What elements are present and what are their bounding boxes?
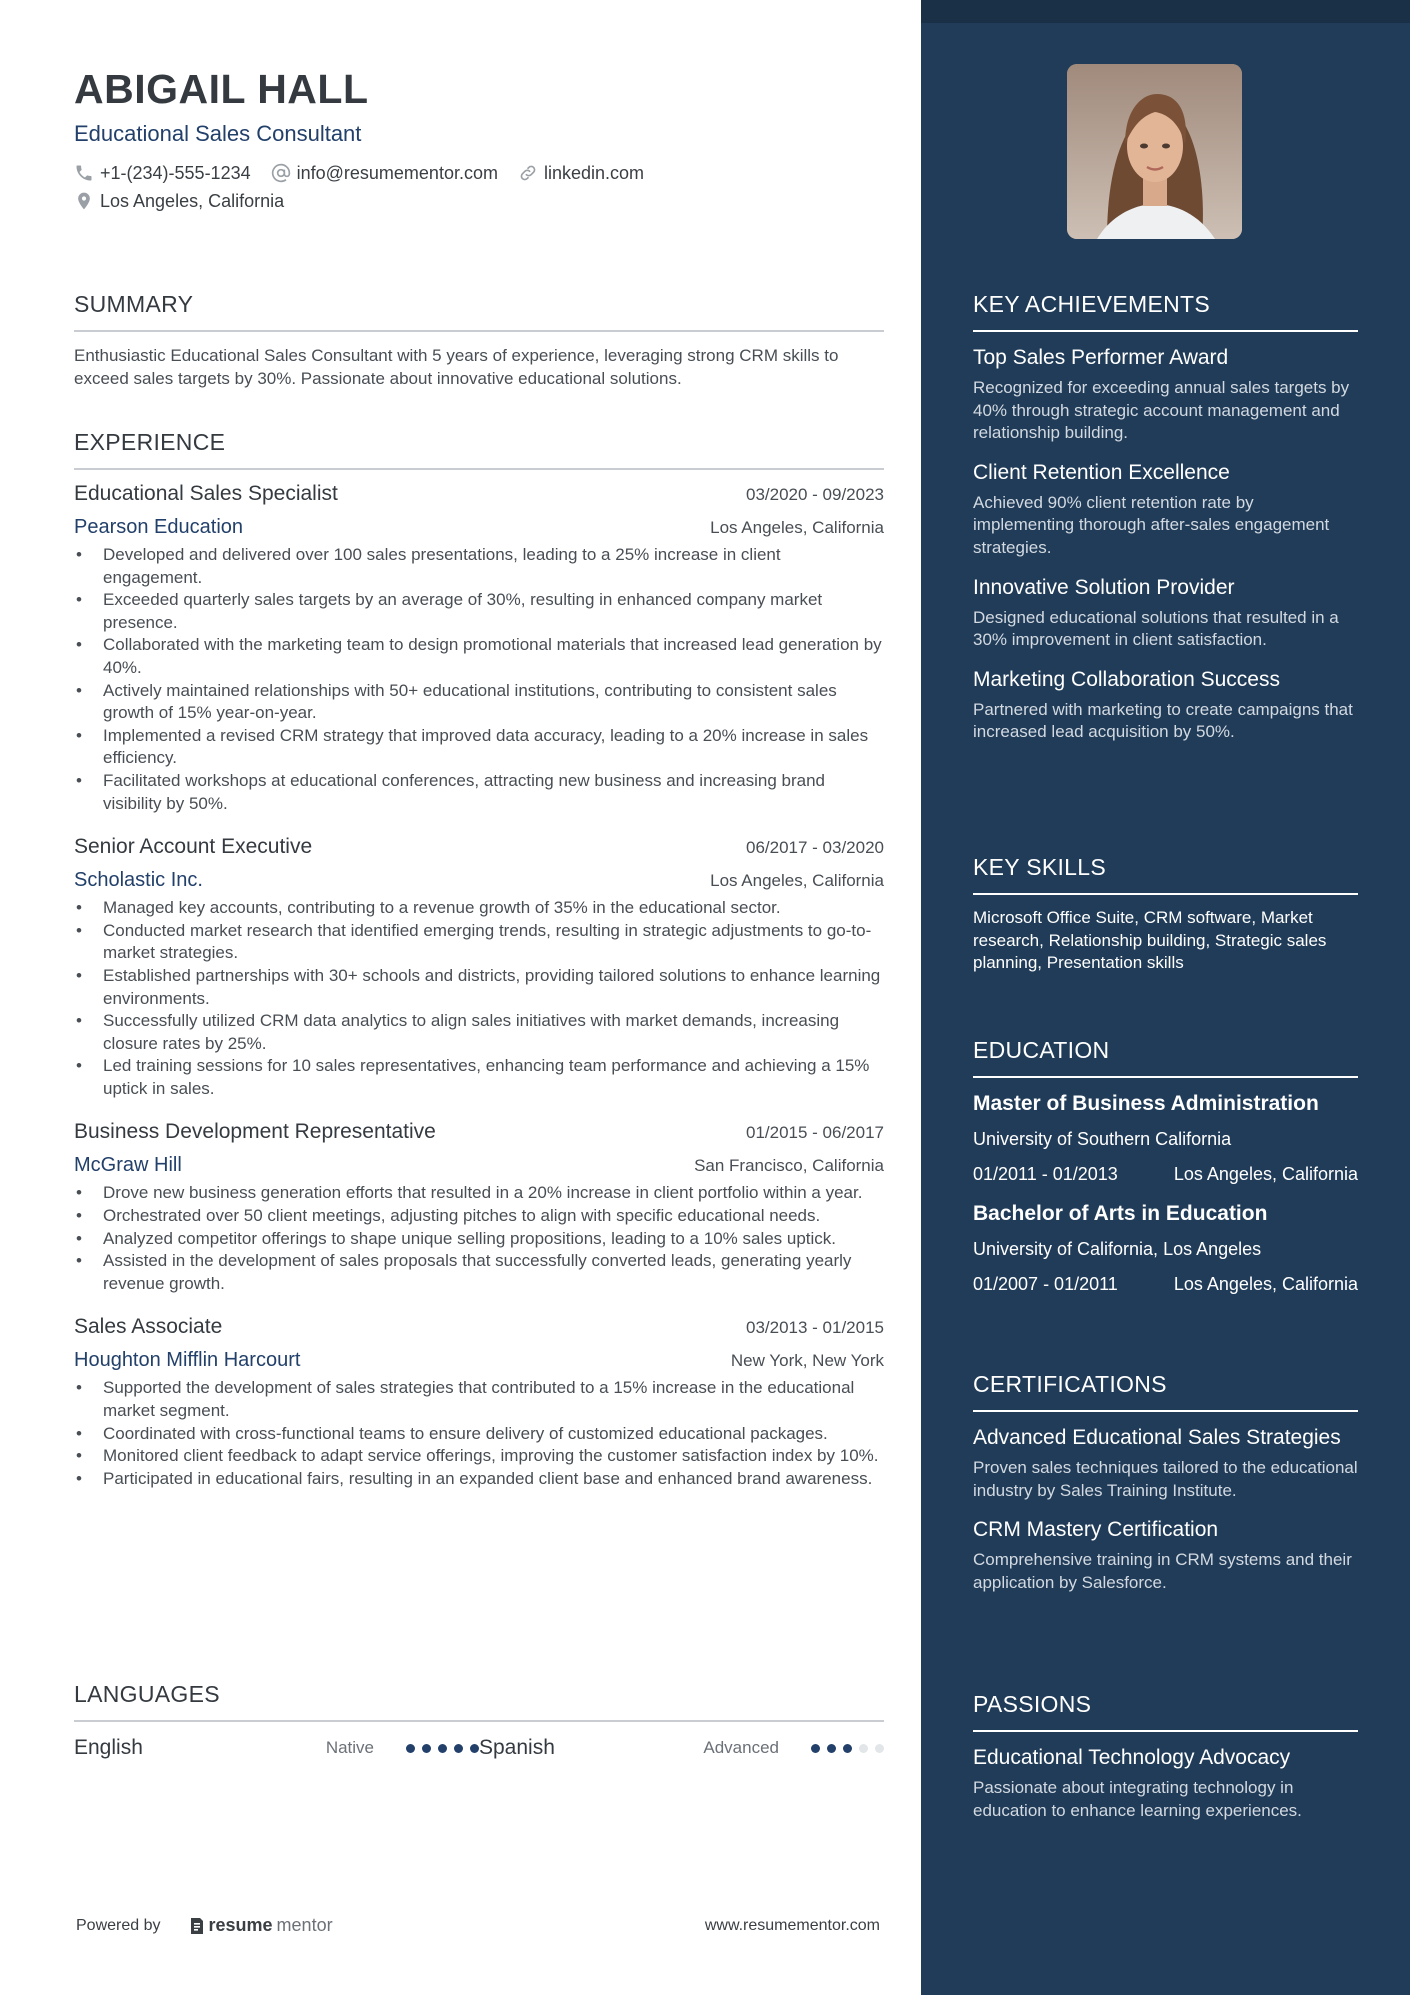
location-pin-icon — [74, 191, 94, 211]
profile-photo — [1067, 64, 1242, 239]
job-company: McGraw Hill — [74, 1154, 182, 1177]
certifications-title: CERTIFICATIONS — [973, 1370, 1358, 1412]
powered-by-label: Powered by — [76, 1916, 161, 1934]
job-bullet: • Developed and delivered over 100 sales presentations, leading to a 25% increase in client engagement. — [74, 544, 884, 589]
education-location: Los Angeles, California — [1173, 1274, 1358, 1294]
rating-dot — [827, 1744, 836, 1753]
skills-text: Microsoft Office Suite, CRM software, Market research, Relationship building, Strategic sales planning, Presentation skills — [973, 908, 1327, 973]
skills-section — [973, 853, 1358, 975]
achievements-item-title: Top Sales Performer Award — [973, 346, 1229, 369]
certifications-item — [973, 1424, 1358, 1502]
languages-title: LANGUAGES — [74, 1680, 884, 1722]
job-location: Los Angeles, California — [710, 871, 884, 891]
job-location: New York, New York — [730, 1351, 884, 1371]
job-header — [74, 1313, 884, 1341]
achievements-item — [973, 344, 1358, 445]
education-title: EDUCATION — [973, 1036, 1358, 1078]
job-title: Sales Associate — [74, 1315, 223, 1339]
summary-text: Enthusiastic Educational Sales Consultant with 5 years of experience, leveraging strong CRM skills to exceed sales targets by 30%. Passionate about innovative educational solutions. — [74, 346, 839, 388]
job-subheader — [74, 1347, 884, 1373]
job-bullet: • Analyzed competitor offerings to shape unique selling propositions, leading to a 10% sales uptick. — [74, 1228, 884, 1251]
job-bullet: • Drove new business generation efforts that resulted in a 20% increase in client portfolio within a year. — [74, 1182, 884, 1205]
education-degree: Bachelor of Arts in Education — [973, 1202, 1268, 1225]
language-rating — [406, 1744, 479, 1753]
job-bullet: • Participated in educational fairs, resulting in an expanded client base and enhanced brand awareness. — [74, 1468, 884, 1491]
rating-dot — [406, 1744, 415, 1753]
job-bullet: • Assisted in the development of sales proposals that successfully converted leads, generating yearly revenue growth. — [74, 1250, 884, 1295]
rating-dot — [422, 1744, 431, 1753]
certifications-item-text: Comprehensive training in CRM systems and their application by Salesforce. — [973, 1550, 1352, 1592]
sidebar-top-bar — [921, 0, 1410, 23]
job-dates: 03/2013 - 01/2015 — [745, 1318, 884, 1338]
experience-title: EXPERIENCE — [74, 428, 884, 470]
link-icon — [518, 163, 538, 183]
achievements-item-title: Marketing Collaboration Success — [973, 667, 1280, 691]
job-subheader — [74, 1152, 884, 1178]
language-item — [74, 1736, 479, 1760]
resumementor-logo-icon — [189, 1917, 205, 1935]
rating-dot — [811, 1744, 820, 1753]
candidate-role: Educational Sales Consultant — [74, 121, 362, 146]
job-bullets — [74, 1377, 884, 1490]
achievements-item-text: Recognized for exceeding annual sales targets by 40% through strategic account management and relationship building. — [973, 378, 1350, 443]
certification-list — [973, 1424, 1358, 1594]
job-entry — [74, 1313, 884, 1490]
education-meta — [973, 1162, 1358, 1186]
rating-dot — [859, 1744, 868, 1753]
footer — [76, 1915, 880, 1936]
achievements-title: KEY ACHIEVEMENTS — [973, 290, 1358, 332]
job-bullet: • Supported the development of sales strategies that contributed to a 15% increase in the educational market segment. — [74, 1377, 884, 1422]
language-list — [74, 1736, 884, 1760]
job-bullet: • Orchestrated over 50 client meetings, adjusting pitches to align with specific educational needs. — [74, 1205, 884, 1228]
job-header — [74, 1118, 884, 1146]
job-bullet: • Implemented a revised CRM strategy that improved data accuracy, leading to a 20% increase in sales efficiency. — [74, 725, 884, 770]
contact-list — [74, 162, 774, 212]
contact-location — [74, 190, 284, 212]
education-dates: 01/2011 - 01/2013 — [973, 1164, 1118, 1184]
language-name: English — [74, 1736, 143, 1759]
contact-email[interactable] — [271, 162, 498, 184]
certifications-section — [973, 1370, 1358, 1594]
brand-bold: resume — [208, 1915, 273, 1935]
job-bullet: • Conducted market research that identified emerging trends, resulting in strategic adjustments to go-to-market strategies. — [74, 920, 884, 965]
language-level: Advanced — [703, 1738, 779, 1757]
job-title: Business Development Representative — [74, 1120, 436, 1144]
job-header — [74, 480, 884, 508]
footer-website[interactable]: www.resumementor.com — [704, 1916, 880, 1934]
summary-title: SUMMARY — [74, 290, 884, 332]
education-dates: 01/2007 - 01/2011 — [973, 1274, 1118, 1294]
education-item — [973, 1200, 1358, 1296]
job-location: Los Angeles, California — [710, 518, 884, 537]
rating-dot — [843, 1744, 852, 1753]
achievements-item-text: Designed educational solutions that resulted in a 30% improvement in client satisfaction. — [973, 607, 1339, 650]
job-bullet: • Established partnerships with 30+ schools and districts, providing tailored solutions to enhance learning environments. — [74, 965, 884, 1010]
rating-dot — [875, 1744, 884, 1753]
passions-item-title: Educational Technology Advocacy — [973, 1746, 1291, 1769]
job-dates: 06/2017 - 03/2020 — [745, 838, 884, 858]
brand-light: mentor — [276, 1915, 333, 1935]
contact-phone — [74, 162, 251, 184]
summary-section — [74, 290, 884, 390]
education-item — [973, 1090, 1358, 1186]
skills-title: KEY SKILLS — [973, 853, 1358, 895]
candidate-name: ABIGAIL HALL — [74, 66, 369, 112]
passions-item-text: Passionate about integrating technology in education to enhance learning experiences. — [973, 1778, 1302, 1820]
job-bullets — [74, 544, 884, 815]
experience-section — [74, 428, 884, 1490]
education-section — [973, 1036, 1358, 1296]
at-sign-icon — [271, 163, 291, 183]
job-list — [74, 480, 884, 1490]
job-company: Pearson Education — [74, 516, 244, 538]
language-name: Spanish — [479, 1736, 555, 1759]
job-entry — [74, 480, 884, 815]
achievements-item-text: Achieved 90% client retention rate by implementing thorough after-sales engagement strategies. — [973, 492, 1330, 557]
job-bullet: • Coordinated with cross-functional teams to ensure delivery of customized educational packages. — [74, 1423, 884, 1446]
job-bullet: • Collaborated with the marketing team to design promotional materials that increased lead generation by 40%. — [74, 634, 884, 679]
passions-title: PASSIONS — [973, 1690, 1358, 1732]
phone-text: +1-(234)-555-1234 — [100, 163, 251, 183]
job-bullet: • Facilitated workshops at educational conferences, attracting new business and increasing brand visibility by 50%. — [74, 770, 884, 815]
achievements-item — [973, 666, 1358, 744]
passions-section — [973, 1690, 1358, 1822]
passion-list — [973, 1744, 1358, 1822]
contact-linkedin[interactable] — [518, 162, 644, 184]
powered-by — [76, 1915, 333, 1936]
certifications-item-title: Advanced Educational Sales Strategies — [973, 1426, 1341, 1449]
rating-dot — [470, 1744, 479, 1753]
job-header — [74, 833, 884, 861]
job-bullet: • Led training sessions for 10 sales representatives, enhancing team performance and achieving a 15% uptick in sales. — [74, 1055, 884, 1100]
achievements-item-text: Partnered with marketing to create campaigns that increased lead acquisition by 50%. — [973, 699, 1353, 742]
achievements-item-title: Client Retention Excellence — [973, 460, 1230, 484]
job-bullet: • Monitored client feedback to adapt service offerings, improving the customer satisfaction index by 10%. — [74, 1445, 884, 1468]
job-entry — [74, 833, 884, 1100]
header — [74, 64, 884, 212]
job-bullets — [74, 897, 884, 1100]
job-dates: 03/2020 - 09/2023 — [745, 485, 884, 504]
achievements-item-title: Innovative Solution Provider — [973, 575, 1235, 599]
job-bullet: • Successfully utilized CRM data analytics to align sales initiatives with market demands, increasing closure rates by 25%. — [74, 1010, 884, 1055]
job-entry — [74, 1118, 884, 1295]
language-item — [479, 1736, 884, 1760]
education-school: University of Southern California — [973, 1129, 1232, 1149]
education-meta — [973, 1272, 1358, 1296]
achievements-section — [973, 290, 1358, 744]
sidebar — [921, 0, 1410, 1995]
certifications-item-title: CRM Mastery Certification — [973, 1518, 1219, 1542]
job-title: Educational Sales Specialist — [74, 482, 338, 505]
email-text: info@resumementor.com — [296, 163, 498, 183]
job-company: Houghton Mifflin Harcourt — [74, 1349, 301, 1372]
languages-section — [74, 1680, 884, 1760]
job-subheader — [74, 867, 884, 893]
rating-dot — [438, 1744, 447, 1753]
linkedin-text: linkedin.com — [543, 163, 645, 183]
job-bullets — [74, 1182, 884, 1295]
education-school: University of California, Los Angeles — [973, 1239, 1262, 1259]
job-title: Senior Account Executive — [74, 835, 313, 859]
education-degree: Master of Business Administration — [973, 1092, 1319, 1115]
phone-icon — [74, 163, 94, 183]
education-list — [973, 1090, 1358, 1296]
achievement-list — [973, 344, 1358, 744]
job-company: Scholastic Inc. — [74, 869, 203, 892]
job-location: San Francisco, California — [694, 1156, 884, 1176]
certifications-item-text: Proven sales techniques tailored to the educational industry by Sales Training Institute. — [973, 1458, 1358, 1500]
language-rating — [811, 1744, 884, 1753]
profile-photo-image — [1067, 64, 1242, 239]
job-dates: 01/2015 - 06/2017 — [745, 1123, 884, 1143]
job-bullet: • Managed key accounts, contributing to a revenue growth of 35% in the educational sector. — [74, 897, 884, 920]
achievements-item — [973, 459, 1358, 560]
achievements-item — [973, 574, 1358, 652]
job-bullet: • Exceeded quarterly sales targets by an average of 30%, resulting in enhanced company market presence. — [74, 589, 884, 634]
passions-item — [973, 1744, 1358, 1822]
education-location: Los Angeles, California — [1173, 1164, 1358, 1184]
brand-logo[interactable] — [189, 1915, 333, 1936]
language-level: Native — [325, 1738, 374, 1757]
job-bullet: • Actively maintained relationships with 50+ educational institutions, contributing to consistent sales growth of 15% year-on-year. — [74, 680, 884, 725]
job-subheader — [74, 514, 884, 540]
rating-dot — [454, 1744, 463, 1753]
certifications-item — [973, 1516, 1358, 1594]
location-text: Los Angeles, California — [100, 191, 285, 211]
